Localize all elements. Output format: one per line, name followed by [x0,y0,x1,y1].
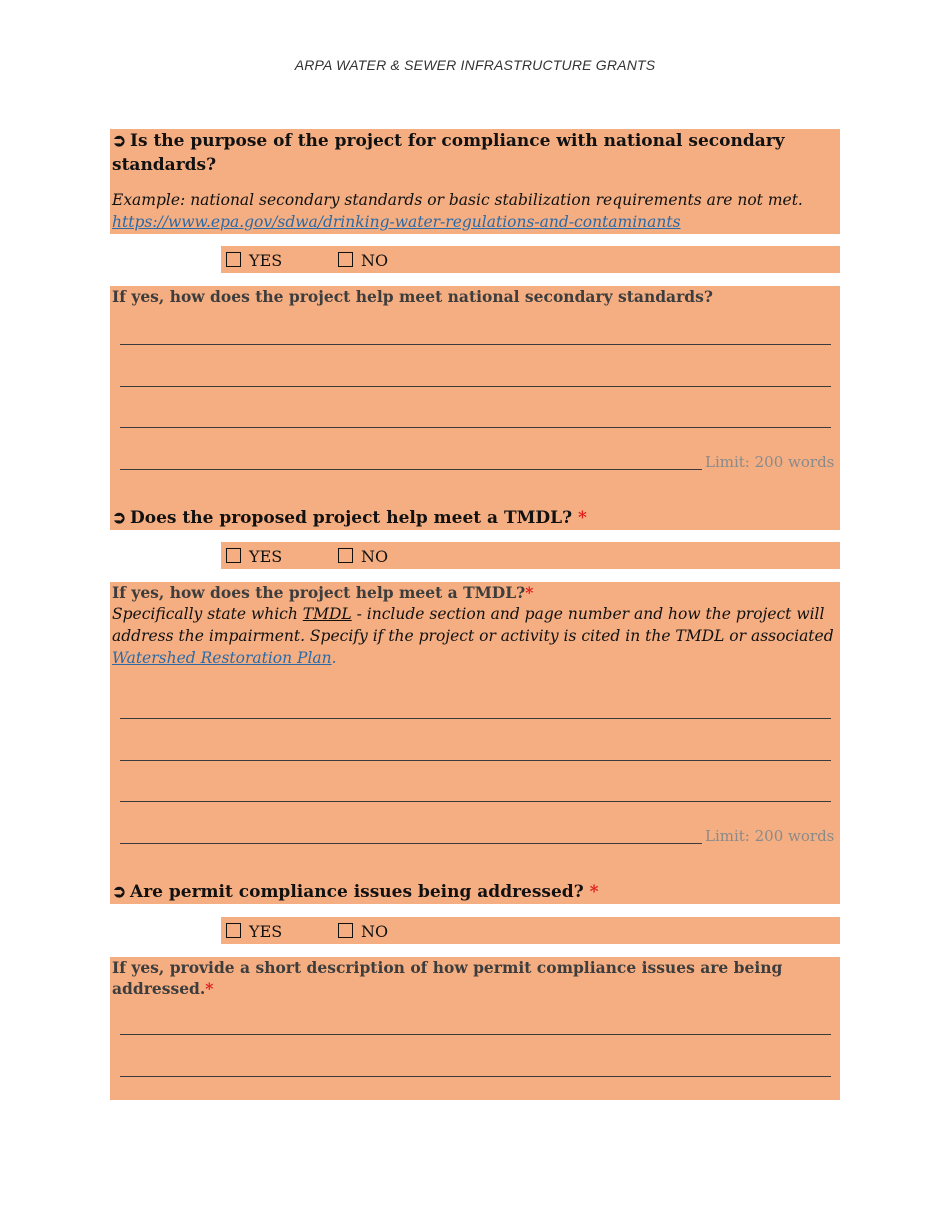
tmdl-term: TMDL [302,605,352,623]
q2-no-label: NO [361,547,389,566]
q3-yes-option[interactable] [226,923,282,941]
q2-yesno-band [221,542,840,569]
q3-no-checkbox[interactable] [338,923,353,938]
q3-answer-line-2[interactable] [120,1076,831,1077]
q3-title [112,880,822,904]
q3-yes-checkbox[interactable] [226,923,241,938]
watershed-plan-link[interactable]: Watershed Restoration Plan [112,649,332,667]
q2-title [112,506,822,530]
required-asterisk: * [578,508,587,528]
q2-spec-suffix: - include section and page number and how the project will address the impairment. Specify if the project or activity is cited in the TMDL or associated [112,605,834,645]
q1-no-option[interactable] [338,252,388,270]
q2-yes-label: YES [249,547,283,566]
q2-answer-line-1[interactable] [120,718,831,719]
q1-title-text: Is the purpose of the project for compliance with national secondary standards? [112,131,785,175]
q2-followup-text: If yes, how does the project help meet a TMDL? [112,583,526,602]
q1-example-text: Example: national secondary standards or basic stabilization requirements are not met. [112,191,803,209]
required-asterisk: * [589,882,599,902]
q1-yes-option[interactable] [226,252,282,270]
q3-yesno-band [221,917,840,944]
q2-title-text: Does the proposed project help meet a TMDL? [130,508,573,528]
q1-word-limit: Limit: 200 words [705,453,835,471]
q1-example [112,189,832,233]
arrow-icon: ➲ [112,131,127,151]
q1-answer-line-1[interactable] [120,344,831,345]
arrow-icon: ➲ [112,882,127,902]
q2-word-limit: Limit: 200 words [705,827,835,845]
q2-answer-line-2[interactable] [120,760,831,761]
q3-followup-question [112,957,812,999]
q3-answer-line-1[interactable] [120,1034,831,1035]
q2-spec-end: . [331,649,337,667]
q1-answer-line-3[interactable] [120,427,831,428]
q1-no-checkbox[interactable] [338,252,353,267]
q1-answer-line-2[interactable] [120,386,831,387]
required-asterisk: * [205,979,214,998]
q3-title-text: Are permit compliance issues being addressed? [130,882,584,902]
q1-no-label: NO [361,251,389,270]
q2-instructions [112,603,834,669]
q2-yes-option[interactable] [226,548,282,566]
q1-yes-checkbox[interactable] [226,252,241,267]
q2-no-checkbox[interactable] [338,548,353,563]
q3-no-option[interactable] [338,923,388,941]
q2-answer-line-4[interactable] [120,843,702,844]
q3-yes-label: YES [249,922,283,941]
q2-answer-line-3[interactable] [120,801,831,802]
q1-followup-question: If yes, how does the project help meet national secondary standards? [112,287,713,306]
q2-no-option[interactable] [338,548,388,566]
page-header: ARPA WATER & SEWER INFRASTRUCTURE GRANTS [294,57,656,73]
q1-title [112,129,822,177]
q3-followup-text: If yes, provide a short description of how permit compliance issues are being addressed. [112,958,783,998]
q1-answer-line-4[interactable] [120,469,702,470]
q1-yesno-band [221,246,840,273]
q2-spec-prefix: Specifically state which [112,605,303,623]
q2-followup-question [112,582,832,603]
required-asterisk: * [525,583,534,602]
q3-no-label: NO [361,922,389,941]
q2-yes-checkbox[interactable] [226,548,241,563]
q1-yes-label: YES [249,251,283,270]
arrow-icon: ➲ [112,508,127,528]
q1-epa-link[interactable]: https://www.epa.gov/sdwa/drinking-water-regulations-and-contaminants [112,213,681,231]
